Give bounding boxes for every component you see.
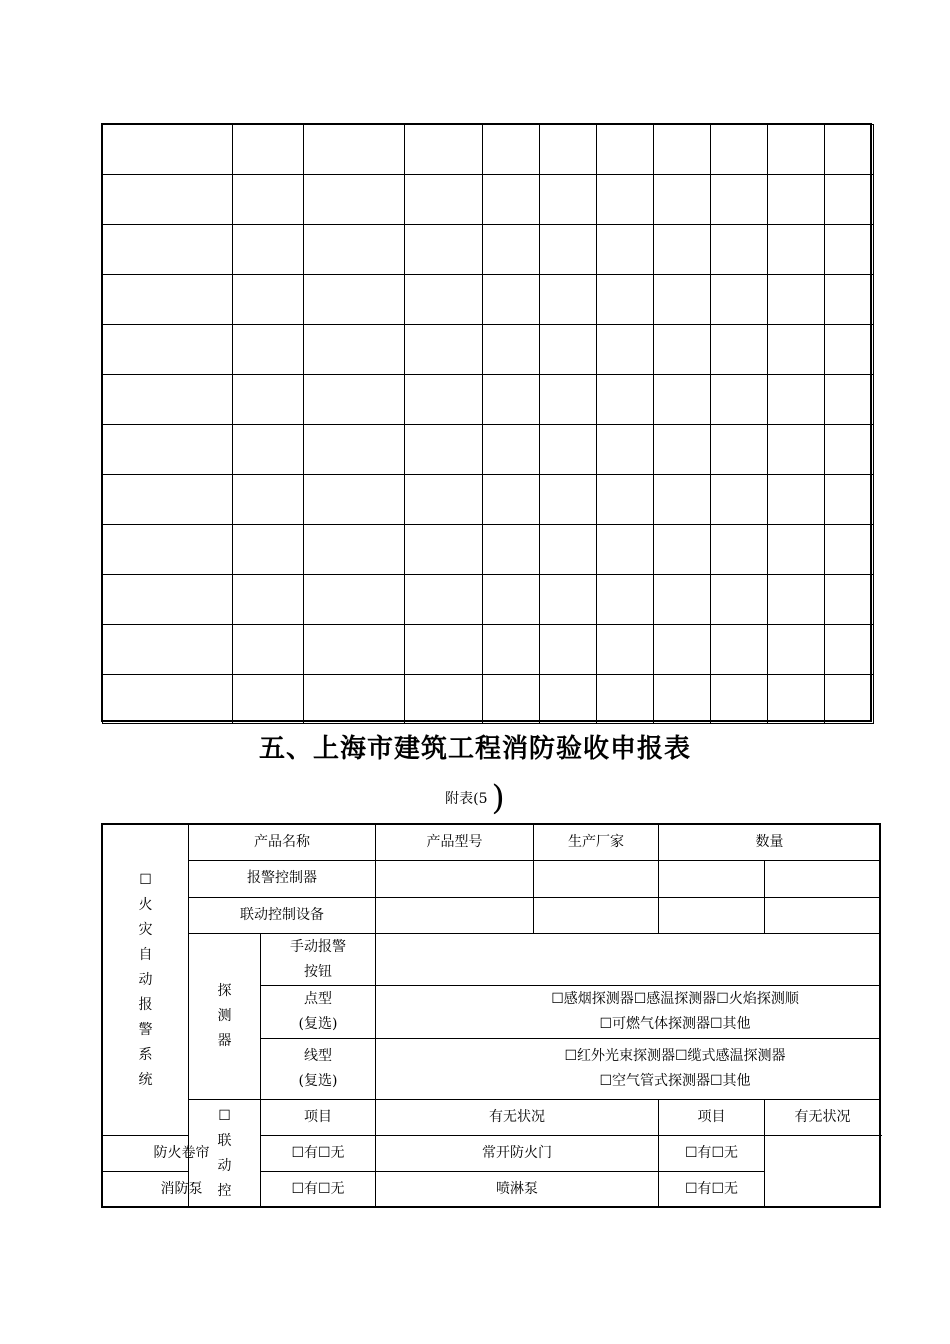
blank-grid-cell[interactable] (825, 625, 874, 675)
point-type-options[interactable] (376, 986, 881, 1039)
blank-grid-cell[interactable] (483, 375, 540, 425)
detector-group-label: 探测器 (217, 983, 232, 1049)
blank-grid-cell[interactable] (540, 425, 597, 475)
blank-grid-cell[interactable] (540, 575, 597, 625)
blank-grid-cell[interactable] (483, 175, 540, 225)
blank-grid-cell[interactable] (768, 525, 825, 575)
blank-grid-row (103, 625, 874, 675)
blank-grid-cell[interactable] (233, 625, 304, 675)
blank-grid-cell[interactable] (304, 675, 405, 724)
blank-grid-row (103, 525, 874, 575)
blank-grid-cell[interactable] (540, 125, 597, 175)
alarm-controller-manufacturer-cell[interactable] (534, 861, 659, 898)
blank-grid-cell[interactable] (768, 675, 825, 724)
blank-grid-row (103, 125, 874, 175)
blank-grid-cell[interactable] (103, 475, 233, 525)
blank-grid-cell[interactable] (540, 375, 597, 425)
linkage-row-item1: 消防泵 (103, 1172, 261, 1208)
blank-grid-row (103, 275, 874, 325)
blank-grid-cell[interactable] (405, 625, 483, 675)
blank-grid-cell[interactable] (597, 225, 654, 275)
blank-grid-cell[interactable] (233, 375, 304, 425)
blank-grid-cell[interactable] (654, 225, 711, 275)
blank-grid-cell[interactable] (405, 325, 483, 375)
linkage-row-status1[interactable]: ☐有☐无 (261, 1172, 376, 1208)
blank-grid-cell[interactable] (825, 525, 874, 575)
point-type-options-line1[interactable]: ☐感烟探测器☐感温探测器☐火焰探测顺 (551, 991, 799, 1007)
fire-alarm-section-cell (103, 825, 189, 1136)
blank-grid-cell[interactable] (405, 675, 483, 724)
blank-grid-cell[interactable] (540, 675, 597, 724)
blank-grid-cell[interactable] (768, 175, 825, 225)
blank-grid-cell[interactable] (654, 125, 711, 175)
blank-grid-cell[interactable] (405, 575, 483, 625)
blank-grid-cell[interactable] (654, 275, 711, 325)
blank-grid-cell[interactable] (233, 475, 304, 525)
linkage-row-status2[interactable]: ☐有☐无 (659, 1136, 765, 1172)
blank-grid-cell[interactable] (483, 425, 540, 475)
blank-grid-cell[interactable] (483, 575, 540, 625)
blank-grid-cell[interactable] (768, 325, 825, 375)
linkage-header-item1: 项目 (261, 1100, 376, 1136)
blank-grid-cell[interactable] (597, 325, 654, 375)
blank-grid-cell[interactable] (304, 175, 405, 225)
blank-grid-cell[interactable] (711, 675, 768, 724)
attachment-label-paren: ) (491, 778, 505, 818)
line-type-options-line2[interactable]: ☐空气管式探测器☐其他 (599, 1073, 751, 1089)
blank-grid-cell[interactable] (711, 475, 768, 525)
blank-grid-table (102, 124, 874, 724)
blank-grid-row (103, 375, 874, 425)
blank-grid-row (103, 575, 874, 625)
blank-grid-cell[interactable] (304, 475, 405, 525)
blank-grid-cell[interactable] (103, 275, 233, 325)
fire-alarm-section-label: ☐火灾自动报警系统 (138, 871, 153, 1088)
linkage-row-status1[interactable]: ☐有☐无 (261, 1136, 376, 1172)
blank-grid-cell[interactable] (825, 425, 874, 475)
blank-grid-cell[interactable] (654, 175, 711, 225)
blank-grid-row (103, 175, 874, 225)
blank-grid-cell[interactable] (540, 175, 597, 225)
blank-grid-cell[interactable] (768, 475, 825, 525)
blank-grid-cell[interactable] (711, 275, 768, 325)
blank-grid-cell[interactable] (597, 125, 654, 175)
blank-grid-cell[interactable] (233, 525, 304, 575)
blank-grid-cell[interactable] (304, 225, 405, 275)
blank-grid-cell[interactable] (405, 175, 483, 225)
blank-grid-cell[interactable] (711, 125, 768, 175)
blank-grid-cell[interactable] (233, 425, 304, 475)
blank-grid-cell[interactable] (768, 625, 825, 675)
blank-grid-cell[interactable] (711, 425, 768, 475)
header-product-model: 产品型号 (376, 825, 534, 861)
linkage-controller-model-cell[interactable] (376, 898, 534, 934)
blank-grid-cell[interactable] (483, 675, 540, 724)
line-type-options-line1[interactable]: ☐红外光束探测器☐缆式感温探测器 (564, 1048, 786, 1064)
header-product-name: 产品名称 (189, 825, 376, 861)
blank-grid-cell[interactable] (304, 375, 405, 425)
blank-grid-cell[interactable] (654, 425, 711, 475)
blank-grid-cell[interactable] (233, 325, 304, 375)
blank-grid-cell[interactable] (654, 525, 711, 575)
blank-grid-cell[interactable] (540, 325, 597, 375)
blank-grid-cell[interactable] (540, 275, 597, 325)
blank-grid-cell[interactable] (483, 525, 540, 575)
manual-button-value-cell[interactable] (376, 934, 881, 986)
blank-grid-cell[interactable] (540, 475, 597, 525)
linkage-header-status1: 有无状况 (376, 1100, 659, 1136)
blank-grid-cell[interactable] (233, 125, 304, 175)
blank-grid-cell[interactable] (233, 575, 304, 625)
blank-grid-cell[interactable] (825, 325, 874, 375)
blank-grid-cell[interactable] (825, 125, 874, 175)
linkage-row-item2: 常开防火门 (376, 1136, 659, 1172)
linkage-row-item2: 喷淋泵 (376, 1172, 659, 1208)
linkage-controller-extra-cell[interactable] (765, 898, 881, 934)
blank-grid-cell[interactable] (103, 675, 233, 724)
blank-grid-cell[interactable] (711, 575, 768, 625)
blank-grid-cell[interactable] (103, 375, 233, 425)
blank-grid-cell[interactable] (304, 275, 405, 325)
blank-grid-cell[interactable] (483, 475, 540, 525)
blank-grid-cell[interactable] (540, 625, 597, 675)
alarm-controller-label: 报警控制器 (189, 861, 376, 898)
blank-grid-cell[interactable] (103, 625, 233, 675)
blank-grid-cell[interactable] (304, 425, 405, 475)
blank-grid-cell[interactable] (103, 125, 233, 175)
blank-grid-cell[interactable] (405, 225, 483, 275)
blank-grid-cell[interactable] (654, 375, 711, 425)
attachment-label (0, 778, 950, 818)
alarm-controller-quantity-cell[interactable] (659, 861, 765, 898)
point-type-label: 点型 (304, 991, 332, 1007)
blank-grid-cell[interactable] (711, 175, 768, 225)
blank-grid-cell[interactable] (825, 475, 874, 525)
blank-grid-cell[interactable] (233, 225, 304, 275)
blank-grid-cell[interactable] (711, 625, 768, 675)
blank-grid-cell[interactable] (103, 325, 233, 375)
linkage-header-status2: 有无状况 (765, 1100, 881, 1136)
linkage-header-item2: 项目 (659, 1100, 765, 1136)
blank-grid-cell[interactable] (711, 225, 768, 275)
blank-grid-cell[interactable] (768, 575, 825, 625)
blank-grid-cell[interactable] (654, 475, 711, 525)
point-type-cell (261, 986, 376, 1039)
blank-grid-cell[interactable] (540, 525, 597, 575)
blank-grid-cell[interactable] (711, 525, 768, 575)
blank-grid-cell[interactable] (597, 675, 654, 724)
blank-grid-cell[interactable] (597, 375, 654, 425)
blank-grid-cell[interactable] (597, 625, 654, 675)
attachment-label-text: 附表(5 (445, 791, 488, 807)
detector-group-cell (189, 934, 261, 1100)
blank-grid-cell[interactable] (654, 625, 711, 675)
linkage-section-label: ☐联动控 (217, 1108, 232, 1199)
point-type-options-line2[interactable]: ☐可燃气体探测器☐其他 (599, 1016, 751, 1032)
blank-grid-cell[interactable] (540, 225, 597, 275)
blank-grid-row (103, 675, 874, 724)
blank-grid-cell[interactable] (711, 325, 768, 375)
blank-grid-cell[interactable] (597, 475, 654, 525)
blank-grid-cell[interactable] (304, 325, 405, 375)
blank-grid-cell[interactable] (825, 575, 874, 625)
blank-grid-cell[interactable] (654, 575, 711, 625)
blank-grid-cell[interactable] (483, 225, 540, 275)
blank-grid-cell[interactable] (405, 275, 483, 325)
blank-grid-cell[interactable] (711, 375, 768, 425)
blank-grid-cell[interactable] (405, 425, 483, 475)
blank-grid-cell[interactable] (233, 275, 304, 325)
blank-grid-cell[interactable] (825, 225, 874, 275)
linkage-row-item1: 防火卷帘 (103, 1136, 261, 1172)
blank-grid-cell[interactable] (483, 325, 540, 375)
linkage-controller-label: 联动控制设备 (189, 898, 376, 934)
blank-grid-cell[interactable] (103, 175, 233, 225)
blank-grid-cell[interactable] (233, 675, 304, 724)
blank-grid-cell[interactable] (597, 575, 654, 625)
linkage-controller-manufacturer-cell[interactable] (534, 898, 659, 934)
blank-grid-row (103, 325, 874, 375)
blank-grid-cell[interactable] (768, 125, 825, 175)
point-type-note: (复选) (298, 1016, 338, 1032)
blank-grid-cell[interactable] (825, 675, 874, 724)
blank-grid-cell[interactable] (768, 275, 825, 325)
blank-grid-cell[interactable] (483, 275, 540, 325)
blank-grid-cell[interactable] (233, 175, 304, 225)
blank-grid-cell[interactable] (405, 525, 483, 575)
blank-grid-cell[interactable] (597, 425, 654, 475)
blank-grid-row (103, 475, 874, 525)
line-type-options[interactable] (376, 1039, 881, 1100)
linkage-controller-quantity-cell[interactable] (659, 898, 765, 934)
blank-grid-cell[interactable] (304, 625, 405, 675)
blank-grid-cell[interactable] (103, 425, 233, 475)
blank-grid-cell[interactable] (597, 175, 654, 225)
blank-grid-cell[interactable] (483, 125, 540, 175)
blank-grid-cell[interactable] (825, 275, 874, 325)
header-manufacturer: 生产厂家 (534, 825, 659, 861)
blank-grid-cell[interactable] (103, 225, 233, 275)
alarm-controller-extra-cell[interactable] (765, 861, 881, 898)
line-type-cell (261, 1039, 376, 1100)
blank-grid-cell[interactable] (405, 475, 483, 525)
blank-grid-cell[interactable] (768, 225, 825, 275)
blank-grid-cell[interactable] (768, 425, 825, 475)
blank-grid-cell[interactable] (304, 125, 405, 175)
blank-grid-cell[interactable] (825, 375, 874, 425)
line-type-label: 线型 (304, 1048, 332, 1064)
blank-grid-row (103, 425, 874, 475)
blank-grid-cell[interactable] (597, 525, 654, 575)
manual-button-label: 手动报警按钮 (261, 934, 376, 986)
blank-grid-cell[interactable] (597, 275, 654, 325)
blank-grid-row (103, 225, 874, 275)
blank-grid-cell[interactable] (654, 675, 711, 724)
blank-grid-cell[interactable] (103, 575, 233, 625)
blank-grid-cell[interactable] (304, 575, 405, 625)
blank-grid-cell[interactable] (483, 625, 540, 675)
page-title: 五、上海市建筑工程消防验收申报表 (258, 734, 691, 764)
blank-grid-cell[interactable] (103, 525, 233, 575)
alarm-controller-model-cell[interactable] (376, 861, 534, 898)
header-quantity: 数量 (659, 825, 881, 861)
line-type-note: (复选) (298, 1073, 338, 1089)
linkage-row-status2[interactable]: ☐有☐无 (659, 1172, 765, 1208)
blank-grid-cell[interactable] (654, 325, 711, 375)
acceptance-form-table (102, 824, 881, 1208)
blank-grid-cell[interactable] (304, 525, 405, 575)
blank-grid-cell[interactable] (405, 375, 483, 425)
blank-grid-cell[interactable] (825, 175, 874, 225)
blank-grid-cell[interactable] (405, 125, 483, 175)
blank-grid-cell[interactable] (768, 375, 825, 425)
